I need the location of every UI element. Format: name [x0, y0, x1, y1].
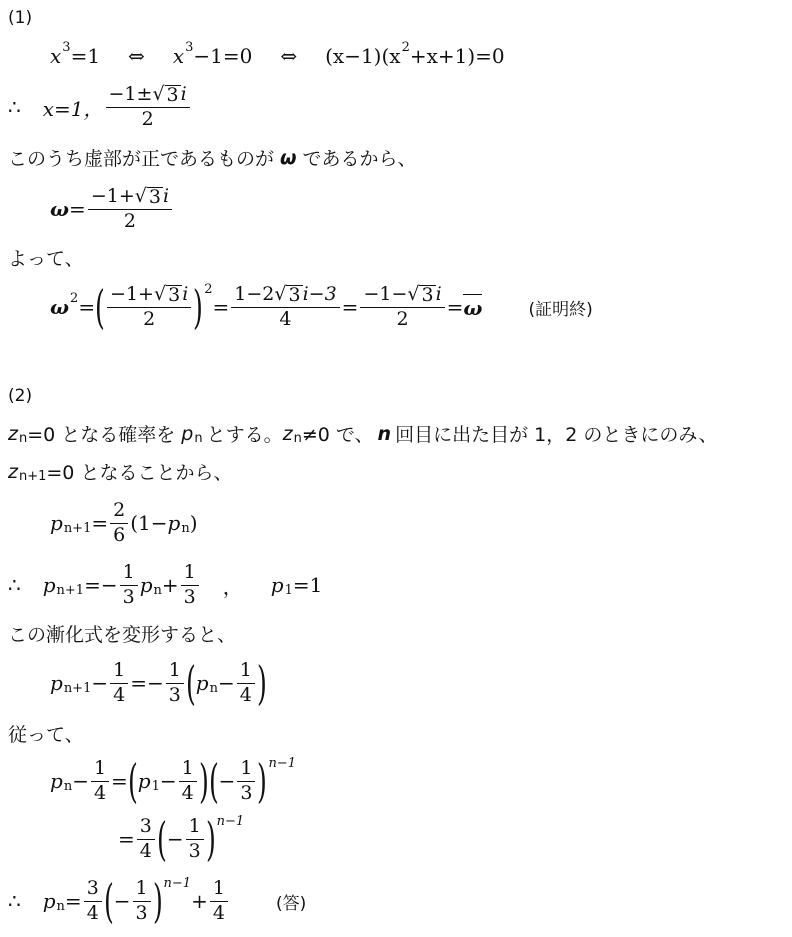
recurrence-simplified: ∴ p n+1 =− $\frac{1}{3}$ p n + $\frac{1}{3}$ ， p 1 =1 [8, 561, 323, 608]
part2-label: (2) [8, 386, 33, 406]
sentence-omega: このうち虚部が正であるものが ω であるから、 [8, 146, 417, 170]
equation-solutions: ∴ x=1， −1±√ 3 i 2 [8, 84, 192, 131]
iff-symbol: ⇔ [128, 44, 145, 68]
general-term-step2: = $\frac{3}{4}$ ( − $\frac{1}{3}$ ) n−1 [118, 811, 245, 866]
therefore-symbol: ∴ [8, 95, 21, 120]
yotte-text: よって、 [8, 248, 84, 270]
equation-omega-squared: ω 2 = ( −1+√ 3 i 2 ) 2 = 1−2√ 3 i−3 4 = −1−√ 3 i 2 = ω (証明終) [50, 279, 593, 334]
part1-label: (1) [8, 8, 33, 28]
answer-mark: (答) [275, 893, 307, 914]
shitagatte-text: 従って、 [8, 724, 84, 746]
general-term-step1: p n − $\frac{1}{4}$ = ( p 1 − $\frac{1}{4}$ ) ( − $\frac{1}{3}$ ) n−1 [50, 753, 296, 808]
final-answer: ∴ p n = $\frac{3}{4}$ ( − $\frac{1}{3}$ ) n−1 + $\frac{1}{4}$ (答) [8, 873, 307, 928]
equation-omega-definition: ω = −1+√ 3 i 2 [50, 186, 174, 233]
recurrence-transformed: p n+1 − $\frac{1}{4}$ =− $\frac{1}{3}$ ( p n − $\frac{1}{4}$ ) [50, 655, 267, 710]
fraction: −1±√ 3 i 2 [106, 84, 190, 131]
part2-line1: z n =0 となる確率を p n とする。 z n ≠0 で、 n 回目に出た目が 1，2 のときにのみ、 [8, 422, 718, 446]
equation-cubic: x 3 =1 ⇔ x 3 −1=0 ⇔ (x−1)(x 2 +x+1)=0 [50, 39, 505, 68]
part2-line2: z n+1 =0 となることから、 [8, 460, 233, 484]
proof-end-mark: (証明終) [528, 299, 593, 320]
recurrence-equation: p n+1 = $\frac{2}{6}$ (1− p n ) [50, 499, 198, 546]
henkei-text: この漸化式を変形すると、 [8, 624, 237, 646]
